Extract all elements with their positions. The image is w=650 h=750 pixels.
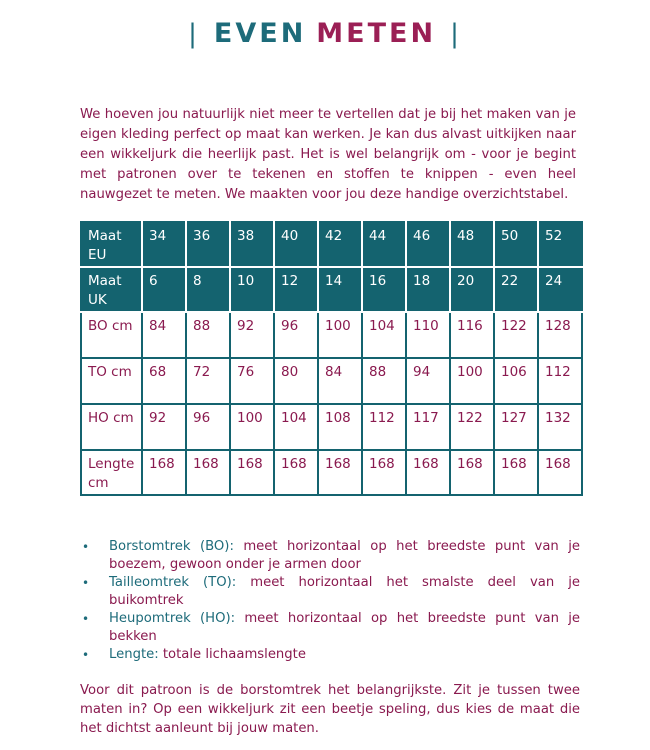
table-cell: 22	[494, 267, 538, 312]
table-cell: 122	[494, 312, 538, 358]
definition-text: meet horizontaal het smalste deel van je buikomtrek	[109, 575, 580, 608]
table-cell: 42	[318, 222, 362, 267]
table-cell: 36	[186, 222, 230, 267]
table-cell: 6	[142, 267, 186, 312]
table-cell: 168	[142, 450, 186, 495]
definition-term: Borstomtrek (BO):	[109, 539, 234, 554]
row-label: TO cm	[81, 358, 142, 404]
table-cell: 96	[186, 404, 230, 450]
table-cell: 96	[274, 312, 318, 358]
definition-item	[80, 610, 580, 646]
table-cell: 116	[450, 312, 494, 358]
table-cell: 16	[362, 267, 406, 312]
bullet: •	[82, 576, 90, 590]
table-cell: 92	[142, 404, 186, 450]
row-label: Lengte cm	[81, 450, 142, 495]
definition-item	[80, 646, 580, 664]
table-cell: 168	[318, 450, 362, 495]
table-cell: 20	[450, 267, 494, 312]
table-cell: 117	[406, 404, 450, 450]
table-cell: 168	[186, 450, 230, 495]
table-cell: 8	[186, 267, 230, 312]
outro-paragraph: Voor dit patroon is de borstomtrek het belangrijkste. Zit je tussen twee maten in? Op een wikkeljurk zit een beetje speling, dus kies de maat die het dichtst aanleunt bij jouw maten.	[80, 683, 580, 737]
table-cell: 72	[186, 358, 230, 404]
table-cell: 94	[406, 358, 450, 404]
table-cell: 40	[274, 222, 318, 267]
table-cell: 168	[538, 450, 582, 495]
table-row	[81, 404, 582, 450]
table-header-row	[81, 222, 582, 267]
table-cell: 168	[494, 450, 538, 495]
table-cell: 168	[406, 450, 450, 495]
table-cell: 68	[142, 358, 186, 404]
definition-text: meet horizontaal op het breedste punt van je boezem, gewoon onder je armen door	[109, 539, 580, 572]
table-cell: 112	[538, 358, 582, 404]
row-label: BO cm	[81, 312, 142, 358]
table-cell: 24	[538, 267, 582, 312]
row-label: Maat UK	[81, 267, 142, 312]
table-cell: 132	[538, 404, 582, 450]
table-cell: 88	[362, 358, 406, 404]
title-word-even: EVEN	[213, 18, 307, 49]
table-cell: 48	[450, 222, 494, 267]
definition-text: meet horizontaal op het breedste punt van je bekken	[109, 611, 580, 644]
table-cell: 84	[142, 312, 186, 358]
table-row	[81, 312, 582, 358]
definition-term: Tailleomtrek (TO):	[109, 575, 237, 590]
table-cell: 168	[230, 450, 274, 495]
table-cell: 100	[318, 312, 362, 358]
bullet: •	[82, 540, 90, 554]
table-cell: 84	[318, 358, 362, 404]
table-cell: 128	[538, 312, 582, 358]
table-cell: 14	[318, 267, 362, 312]
table-row	[81, 450, 582, 495]
table-cell: 50	[494, 222, 538, 267]
title-word-meten: METEN	[316, 18, 437, 49]
table-cell: 52	[538, 222, 582, 267]
definition-text: totale lichaamslengte	[158, 647, 306, 662]
table-cell: 108	[318, 404, 362, 450]
size-table	[80, 221, 583, 496]
page-title	[0, 18, 650, 58]
definition-item	[80, 538, 580, 574]
bullet: •	[82, 612, 90, 626]
table-cell: 46	[406, 222, 450, 267]
table-cell: 104	[274, 404, 318, 450]
table-cell: 38	[230, 222, 274, 267]
table-row	[81, 358, 582, 404]
table-cell: 88	[186, 312, 230, 358]
table-cell: 92	[230, 312, 274, 358]
table-cell: 104	[362, 312, 406, 358]
table-cell: 100	[450, 358, 494, 404]
table-cell: 18	[406, 267, 450, 312]
table-cell: 34	[142, 222, 186, 267]
table-cell: 80	[274, 358, 318, 404]
table-cell: 168	[362, 450, 406, 495]
table-cell: 44	[362, 222, 406, 267]
table-header-row	[81, 267, 582, 312]
measurement-definitions	[80, 538, 580, 664]
definition-term: Lengte:	[109, 647, 159, 662]
table-cell: 10	[230, 267, 274, 312]
intro-paragraph: We hoeven jou natuurlijk niet meer te vertellen dat je bij het maken van je eigen kleding perfect op maat kan werken. Je kan dus alvast uitkijken naar een wikkeljurk die heerlijk past. Het is wel belangrijk om - voor je begint met patronen over te tekenen en stoffen te knippen - even heel nauwgezet te meten. We maakten voor jou deze handige overzichtstabel.	[80, 107, 576, 203]
bullet: •	[82, 648, 90, 662]
definition-term: Heupomtrek (HO):	[109, 611, 236, 626]
title-separator-left: |	[188, 19, 200, 49]
row-label: HO cm	[81, 404, 142, 450]
table-cell: 12	[274, 267, 318, 312]
title-separator-right: |	[450, 19, 462, 49]
table-cell: 122	[450, 404, 494, 450]
table-cell: 112	[362, 404, 406, 450]
table-cell: 127	[494, 404, 538, 450]
table-cell: 106	[494, 358, 538, 404]
row-label: Maat EU	[81, 222, 142, 267]
table-cell: 76	[230, 358, 274, 404]
table-cell: 168	[274, 450, 318, 495]
table-cell: 168	[450, 450, 494, 495]
table-cell: 110	[406, 312, 450, 358]
table-cell: 100	[230, 404, 274, 450]
definition-item	[80, 574, 580, 610]
